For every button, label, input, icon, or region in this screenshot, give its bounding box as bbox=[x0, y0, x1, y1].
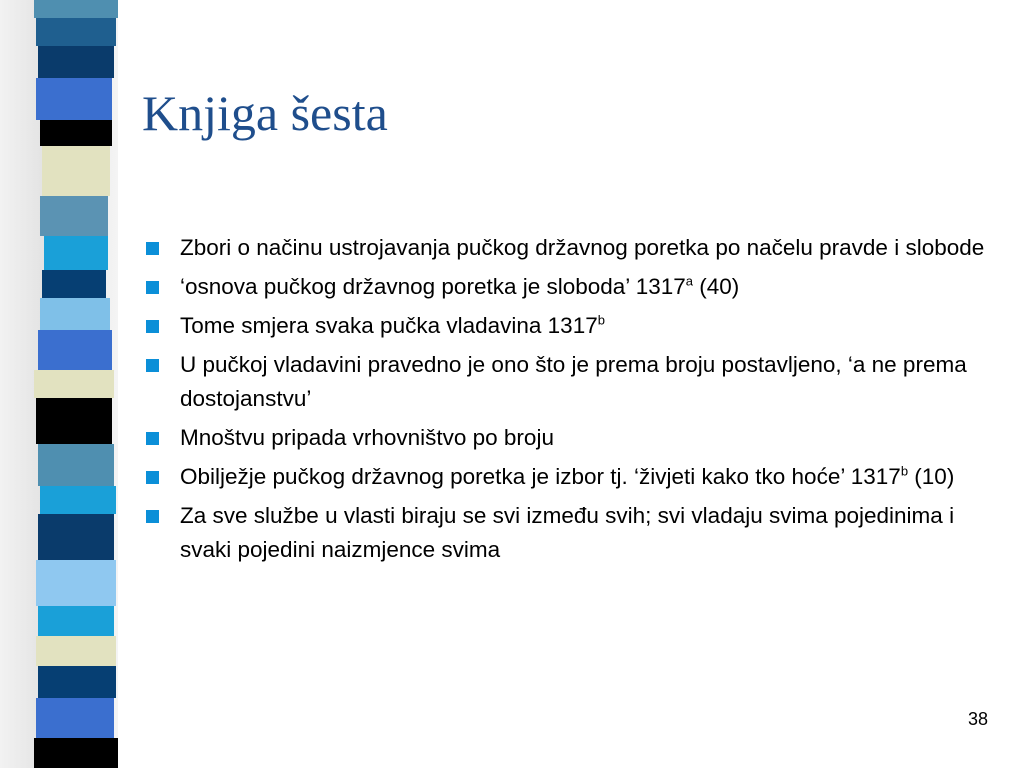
stripe-segment bbox=[38, 514, 114, 560]
stripe-segment bbox=[42, 270, 106, 298]
square-bullet-icon bbox=[146, 320, 159, 333]
bullet-text: Zbori o načinu ustrojavanja pučkog državnog poretka po načelu pravde i slobode bbox=[180, 235, 985, 260]
square-bullet-icon bbox=[146, 359, 159, 372]
square-bullet-icon bbox=[146, 432, 159, 445]
stripe-segment bbox=[36, 398, 112, 444]
stripe-segment bbox=[36, 78, 112, 120]
stripe-segment bbox=[36, 560, 116, 606]
bullet-item bbox=[142, 348, 992, 416]
stripe-segment bbox=[38, 444, 114, 486]
bullet-text-after: (10) bbox=[908, 464, 955, 489]
stripe-segment bbox=[38, 46, 114, 78]
decorative-stripe bbox=[34, 0, 118, 768]
square-bullet-icon bbox=[146, 510, 159, 523]
bullet-item bbox=[142, 499, 992, 567]
superscript: a bbox=[685, 273, 694, 289]
bullet-item bbox=[142, 231, 992, 265]
superscript: b bbox=[900, 463, 909, 479]
bullet-item bbox=[142, 421, 992, 455]
stripe-segment bbox=[40, 298, 110, 330]
slide-title: Knjiga šesta bbox=[142, 85, 388, 141]
bullet-item bbox=[142, 309, 992, 343]
stripe-segment bbox=[38, 606, 114, 636]
stripe-segment bbox=[34, 0, 118, 18]
square-bullet-icon bbox=[146, 471, 159, 484]
bullet-item bbox=[142, 460, 992, 494]
page-number: 38 bbox=[967, 709, 988, 729]
bullet-text: Za sve službe u vlasti biraju se svi između svih; svi vladaju svima pojedinima i svaki pojedini naizmjence svima bbox=[180, 503, 955, 562]
stripe-segment bbox=[34, 738, 118, 768]
bullet-text: ‘osnova pučkog državnog poretka je sloboda’ 1317 bbox=[180, 274, 686, 299]
bullet-item bbox=[142, 270, 992, 304]
stripe-segment bbox=[36, 698, 114, 738]
stripe-segment bbox=[34, 370, 114, 398]
stripe-segment bbox=[44, 236, 108, 270]
bullet-list bbox=[142, 231, 992, 572]
stripe-segment bbox=[36, 18, 116, 46]
bullet-text-after: (40) bbox=[693, 274, 740, 299]
bullet-text: Obilježje pučkog državnog poretka je izbor tj. ‘živjeti kako tko hoće’ 1317 bbox=[180, 464, 901, 489]
bullet-text: Tome smjera svaka pučka vladavina 1317 bbox=[180, 313, 598, 338]
stripe-segment bbox=[40, 196, 108, 236]
superscript: b bbox=[597, 312, 605, 328]
stripe-segment bbox=[38, 330, 112, 370]
bullet-text: U pučkoj vladavini pravedno je ono što je prema broju postavljeno, ‘a ne prema dostojanstvu’ bbox=[180, 352, 967, 411]
stripe-segment bbox=[40, 486, 116, 514]
square-bullet-icon bbox=[146, 281, 159, 294]
stripe-segment bbox=[36, 636, 116, 666]
bullet-text: Mnoštvu pripada vrhovništvo po broju bbox=[180, 425, 554, 450]
stripe-segment bbox=[40, 120, 112, 146]
stripe-segment bbox=[42, 146, 110, 196]
square-bullet-icon bbox=[146, 242, 159, 255]
stripe-segment bbox=[38, 666, 116, 698]
